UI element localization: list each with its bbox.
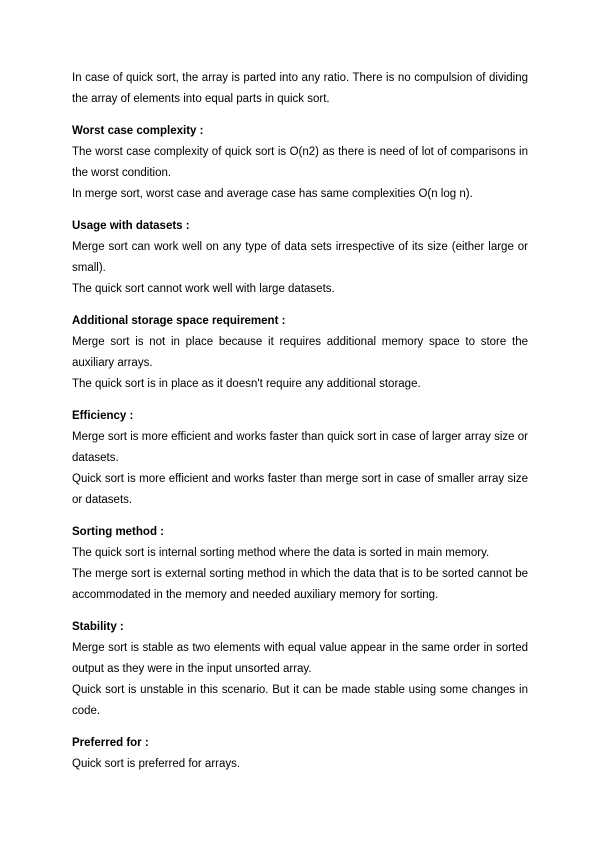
section-heading: Worst case complexity : xyxy=(72,125,204,137)
section-sorting-method xyxy=(72,523,528,606)
section-paragraph: The merge sort is external sorting method in which the data that is to be sorted cannot be accommodated in the memory and needed auxiliary memory for sorting. xyxy=(72,568,528,601)
section-paragraph: Quick sort is more efficient and works faster than merge sort in case of smaller array size or datasets. xyxy=(72,473,528,506)
section-efficiency xyxy=(72,407,528,511)
section-heading: Stability : xyxy=(72,621,124,633)
section-paragraph: Merge sort is not in place because it requires additional memory space to store the auxiliary arrays. xyxy=(72,336,528,369)
section-paragraph: Quick sort is preferred for arrays. xyxy=(72,758,241,770)
section-paragraph: Merge sort can work well on any type of data sets irrespective of its size (either large or small). xyxy=(72,241,528,274)
section-heading: Preferred for : xyxy=(72,737,149,749)
section-heading: Usage with datasets : xyxy=(72,220,190,232)
section-usage-with-datasets xyxy=(72,217,528,300)
section-paragraph: Quick sort is unstable in this scenario. But it can be made stable using some changes in code. xyxy=(72,684,528,717)
section-paragraph: Merge sort is stable as two elements with equal value appear in the same order in sorted output as they were in the input unsorted array. xyxy=(72,642,528,675)
section-paragraph: The quick sort is in place as it doesn't require any additional storage. xyxy=(72,378,421,390)
section-paragraph: Merge sort is more efficient and works faster than quick sort in case of larger array size or datasets. xyxy=(72,431,528,464)
section-stability xyxy=(72,618,528,722)
section-paragraph: The quick sort cannot work well with large datasets. xyxy=(72,283,335,295)
section-paragraph: The worst case complexity of quick sort is O(n2) as there is need of lot of comparisons in the worst condition. xyxy=(72,146,528,179)
section-paragraph: The quick sort is internal sorting method where the data is sorted in main memory. xyxy=(72,547,490,559)
section-preferred-for xyxy=(72,734,528,775)
intro-paragraph: In case of quick sort, the array is parted into any ratio. There is no compulsion of dividing the array of elements into equal parts in quick sort. xyxy=(72,72,528,105)
section-worst-case-complexity xyxy=(72,122,528,205)
section-additional-storage xyxy=(72,312,528,395)
section-heading: Additional storage space requirement : xyxy=(72,315,286,327)
section-paragraph: In merge sort, worst case and average case has same complexities O(n log n). xyxy=(72,188,473,200)
section-heading: Sorting method : xyxy=(72,526,164,538)
section-heading: Efficiency : xyxy=(72,410,134,422)
document-page xyxy=(72,68,528,775)
